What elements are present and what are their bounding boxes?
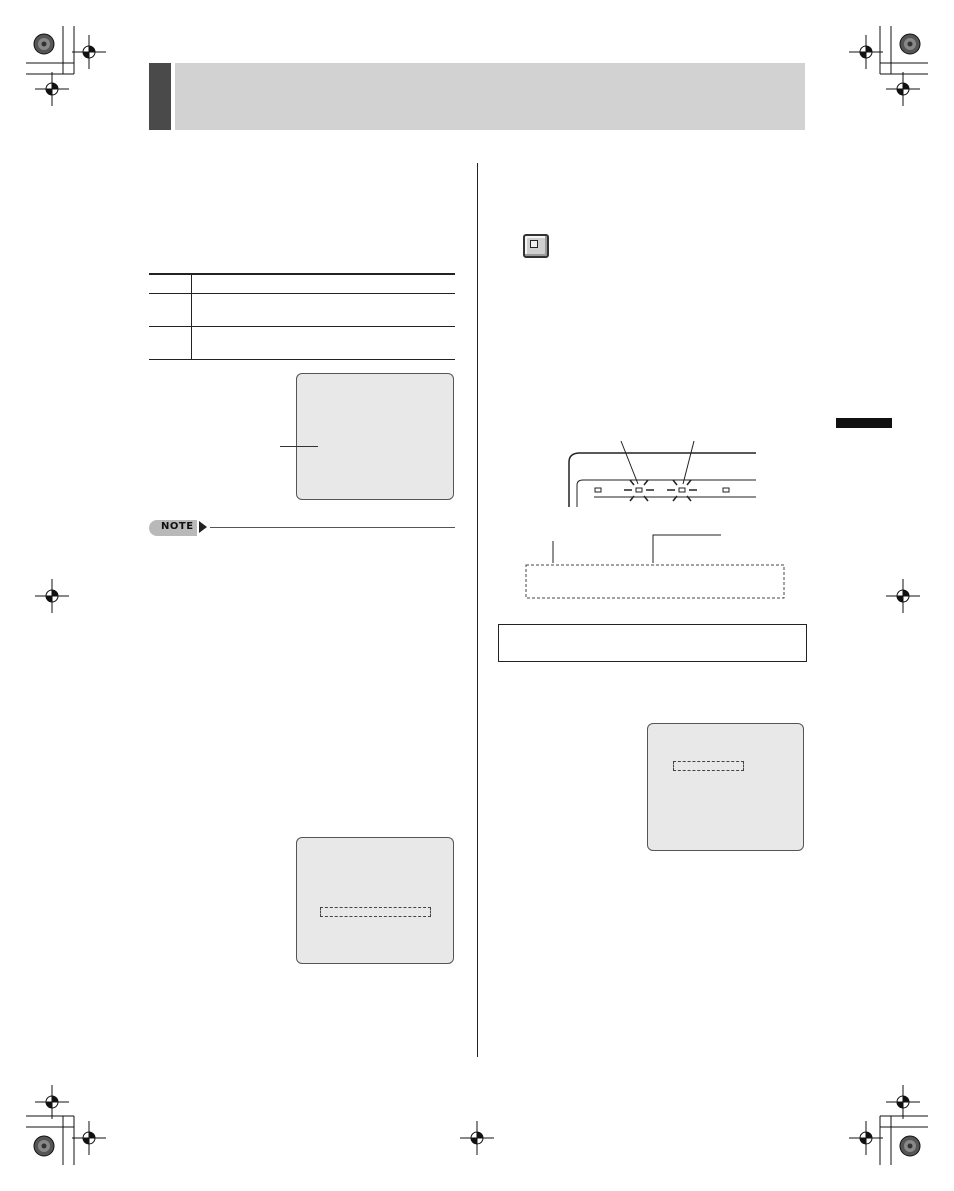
triangle-right-icon bbox=[199, 521, 207, 533]
square-button-icon bbox=[523, 234, 549, 258]
highlighted-menu-item bbox=[320, 907, 431, 917]
led-indicator-blinking bbox=[636, 488, 642, 492]
column-divider bbox=[477, 163, 478, 1057]
led-pointer-line bbox=[683, 441, 694, 484]
table-row-rule bbox=[149, 326, 455, 327]
menu-screen-1 bbox=[296, 373, 454, 500]
blink-rays-right bbox=[667, 480, 697, 501]
section-header-gap bbox=[171, 63, 175, 130]
display-callout-line bbox=[653, 535, 721, 563]
table-top-rule bbox=[149, 273, 455, 275]
led-pointer-line bbox=[621, 441, 638, 484]
led-indicator-blinking bbox=[679, 488, 685, 492]
blink-rays-left bbox=[624, 480, 654, 501]
highlighted-menu-item bbox=[673, 761, 744, 771]
chapter-index-tab bbox=[836, 418, 892, 428]
panel-inner-edge bbox=[577, 480, 756, 507]
note-label-text: NOTE bbox=[161, 521, 194, 532]
panel-outline bbox=[569, 453, 756, 507]
led-indicator bbox=[595, 488, 601, 492]
note-rule bbox=[210, 527, 455, 528]
table-column-rule bbox=[191, 273, 192, 360]
menu-screen-2 bbox=[296, 837, 454, 964]
menu-screen-3 bbox=[647, 723, 804, 851]
section-header-tab bbox=[149, 63, 171, 130]
info-box bbox=[498, 624, 807, 662]
display-readout-box bbox=[526, 565, 784, 598]
table-header-rule bbox=[149, 293, 455, 294]
settings-table bbox=[149, 273, 455, 360]
section-header-band bbox=[149, 63, 805, 130]
table-bottom-rule bbox=[149, 359, 455, 360]
led-indicator bbox=[723, 488, 729, 492]
callout-line bbox=[280, 446, 318, 447]
